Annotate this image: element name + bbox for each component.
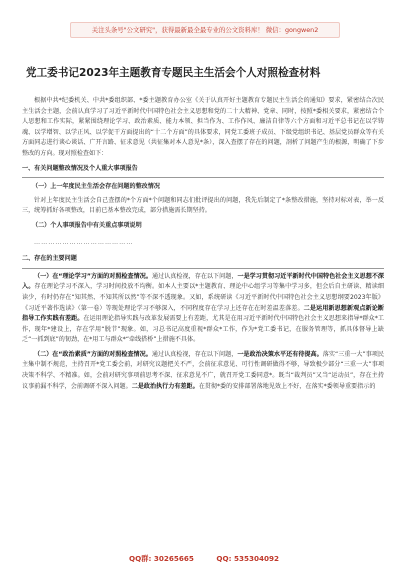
para-1-lead-tail: 通过认真检视，存在以下问题， — [151, 272, 238, 280]
footer-contact — [0, 552, 408, 566]
para-1-point-1: 一是学习贯彻习近平新时代中国特色社会主义思想不深入。 — [22, 272, 385, 291]
footer-qq: QQ: 535304092 — [216, 554, 279, 563]
section-1-sub-1: （一）上一年度民主生活会存在问题的整改情况 — [32, 183, 160, 191]
intro-paragraph: 根据中共*纪委机关、中共*委组织部、*委主题教育办公室《关于认真开好主题教育专题民主生活会的通知》要求，紧密结合次民主生活会主题，会前认真学习了习近平新时代中国特色社会主义思想和党的二十大精神、党章、同时，按照*委相关要求，紧密结合个人思想和工作实际，紧紧围绕理论学习、政治素质、能力本领、担当作为、工作作风、廉洁自律等六个方面和习近平总书记在以学铸魂、以学增智、以学正风、以学促干方面提出的“十二个方面”的具体要求，同党工委班子成员、下级党组织书记、基层党员群众等有关方面同志进行谈心谈话、广开言路、征求意见（共征集对本人意见*条），深入查摆了存在的问题，剖析了问题产生的根源，明确了下步整改的方向。现对照检查如下： — [22, 97, 384, 157]
para-2-point-1: 一是政治决策水平还有待提高。 — [237, 350, 323, 358]
para-2-text-1: 落实“三重一大”事项民主集中制不规范，主持召开*党工委会前，对研究议题把关不严，会前征求意见、可行性调研做得不够，导致极少部分“三重一大”事项决策不科学、不精准。如，会前对研究事项前思考不深、征求意见不广，就召开党工委同意*。既当“裁判员”又当“运动员”，存在主持议事前漏不科学，会前调研不深入问题。 — [22, 350, 384, 390]
para-2-text-2: 在贯彻*委的安排部署落地见效上不好，在落实*委领导重要指示的 — [198, 382, 376, 390]
para-1-point-2: 二是运用新思想新观点新论断指导工作实践有差距。 — [22, 304, 385, 323]
section-2-para-1 — [22, 272, 384, 346]
section-1-sub-2: （二）个人事项报告中有关重点事项说明 — [32, 221, 142, 229]
section-rule — [22, 268, 384, 269]
para-2-lead-tail: 通过认真检视，存在以下问题， — [151, 350, 238, 358]
footer-qq-group: QQ群: 30265665 — [129, 554, 194, 563]
section-2-para-2 — [22, 350, 384, 392]
section-1-sub-1-text: 针对上年度民主生活会自己查摆的*个方面*个问题和同志们批评提出的问题，我先后制定了*条整改措施，坚持对标对表，举一反三，统筹抓好各项整改，目前已基本整改完成，部分措施需长期坚持。 — [22, 196, 384, 215]
top-banner: 关注头条号"公文研究"，获得最新最全最专业的公文资料库！ 微信：gongwen2 — [70, 22, 340, 38]
section-rule — [22, 177, 384, 178]
para-1-text-1: 存在理论学习不深入，学习时间投放不均衡。如本人主要以*主题教育、理论中心组学习等集中学习多，但会后自主研读、精读细读少，有时仍存在“知其然、不知其所以然”等不深不透现象。又如，系统研读《习近平新时代中国特色社会主义思想纲要2023年版》《习近平著作选读》（第一卷）等现处理论学习不够深入，不同程度存在学习上还存在在时差温差落差。 — [22, 283, 385, 312]
document-body — [22, 96, 384, 392]
dots-line: …………………………………… — [34, 238, 134, 246]
section-1-heading: 一、有关问题整改情况及个人重大事项报告 — [22, 164, 138, 172]
para-1-text-2: 在运用理论指导实践与改革发展需要上有差距，尤其是在用习近平新时代中国特色社会主义思想来指导*群众*工作，现年*建设上，存在学用“脱节”现象。如，习总书记高度重视*群众*工作，作为*党工委书记，在服务管理等，抓具体督导上缺乏“一抓到底”的韧劲，在*用工与群众*“牵线搭桥”上措施不具体。 — [22, 315, 385, 344]
para-2-lead: （二）在“政治素质”方面的对照检查情况。 — [34, 350, 152, 358]
para-2-point-2: 二是政治执行力有差距。 — [131, 382, 199, 390]
section-2-heading: 二、存在的主要问题 — [22, 255, 77, 263]
para-1-lead: （一）在“理论学习”方面的对照检查情况。 — [34, 272, 152, 280]
document-title: 党工委书记2023年主题教育专题民主生活会个人对照检查材料 — [26, 67, 321, 79]
